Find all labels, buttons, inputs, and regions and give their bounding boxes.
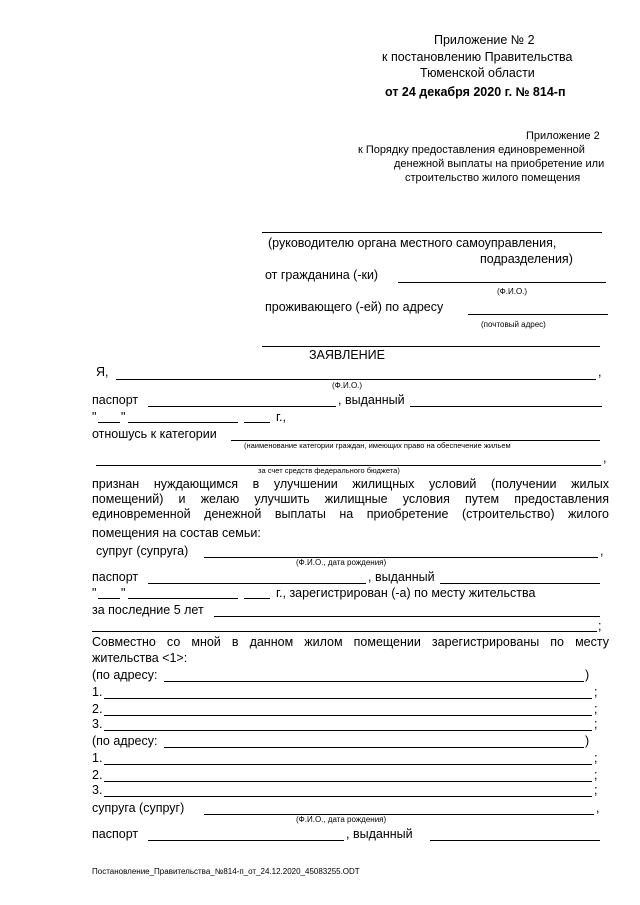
category-hint: (наименование категории граждан, имеющих право на обеспечение жильем [244, 441, 511, 450]
at-address-label-1: (по адресу: [92, 668, 158, 682]
applicant-fio-hint: (Ф.И.О.) [332, 381, 363, 390]
header-line-3: Тюменской области [420, 66, 535, 80]
item-3-line[interactable] [104, 730, 592, 731]
comma: , [598, 365, 602, 379]
paren-close-1: ) [585, 668, 590, 682]
addressee-head-line-2: подразделения) [480, 252, 573, 266]
quote-close: " [121, 410, 126, 424]
cohabitants-paragraph [92, 635, 609, 650]
recognized-line-1: признан нуждающимся в улучшении жилищных условий (получении жилых [92, 477, 609, 491]
living-address-line[interactable] [468, 314, 608, 315]
semicolon: ; [594, 717, 598, 731]
passport-label: паспорт [92, 393, 139, 407]
item-2-number: 2. [92, 768, 103, 782]
quote-close: " [121, 586, 126, 600]
appendix-line-2: к Порядку предоставления единовременной [358, 144, 585, 156]
spouse-issued-line[interactable] [440, 583, 600, 584]
semicolon: ; [598, 619, 602, 633]
recognized-line-2: помещений) и желаю улучшить жилищные условия путем предоставления [92, 492, 609, 506]
cohab-line-1: Совместно со мной в данном жилом помещении зарегистрированы по месту [92, 635, 609, 649]
item-2-number: 2. [92, 702, 103, 716]
addressee-head-line-1: (руководителю органа местного самоуправления, [268, 236, 557, 250]
spouse-issued-label: , выданный [368, 570, 435, 584]
fio-hint: (Ф.И.О.) [497, 287, 528, 296]
quote-open: " [92, 410, 97, 424]
appendix-line-1: Приложение 2 [526, 130, 600, 142]
spouse2-label: супруга (супруг) [92, 801, 185, 815]
spouse2-passport-label: паспорт [92, 827, 139, 841]
passport-number-line[interactable] [148, 406, 336, 407]
cohab-last-line: жительства <1>: [92, 651, 188, 665]
address-1-line[interactable] [164, 681, 584, 682]
spouse-passport-label: паспорт [92, 570, 139, 584]
item-1-line-b[interactable] [104, 764, 592, 765]
item-3-number: 3. [92, 783, 103, 797]
category-label: отношусь к категории [92, 427, 217, 441]
applicant-fio-line[interactable] [116, 379, 596, 380]
passport-issued-line[interactable] [410, 406, 602, 407]
item-1-number: 1. [92, 751, 103, 765]
date-year-line[interactable] [244, 422, 270, 423]
registered-label: г., зарегистрирован (-а) по месту жительства [276, 586, 536, 600]
last5-line[interactable] [214, 616, 600, 617]
header-line-1: Приложение № 2 [434, 33, 535, 47]
spouse2-passport-line[interactable] [148, 840, 344, 841]
date-month-line[interactable] [128, 422, 238, 423]
spouse-fio-line[interactable] [204, 557, 598, 558]
item-1-line[interactable] [104, 698, 592, 699]
at-address-label-2: (по адресу: [92, 734, 158, 748]
last5-continued-line[interactable] [92, 631, 597, 632]
paren-close-2: ) [585, 734, 590, 748]
recognized-line-3: единовременной денежной выплаты на приобретение (строительство) жилого [92, 507, 609, 521]
spouse-date-year-line[interactable] [244, 598, 270, 599]
semicolon: ; [594, 751, 598, 765]
semicolon: ; [594, 685, 598, 699]
item-1-number: 1. [92, 685, 103, 699]
spouse-label: супруг (супруга) [96, 544, 189, 558]
appendix-line-4: строительство жилого помещения [405, 172, 581, 184]
comma: , [596, 801, 600, 815]
spouse-fio-hint: (Ф.И.О., дата рождения) [296, 558, 387, 567]
item-2-line[interactable] [104, 715, 592, 716]
from-citizen-line[interactable] [398, 282, 606, 283]
issued-label: , выданный [338, 393, 405, 407]
date-day-line[interactable] [98, 422, 120, 423]
spouse2-fio-hint: (Ф.И.О., дата рождения) [296, 815, 387, 824]
spouse2-fio-line[interactable] [204, 814, 594, 815]
comma: , [603, 451, 607, 465]
footer-filename: Постановление_Правительства_№814-п_от_24.12.2020_45083255.ODT [92, 867, 360, 876]
spouse-date-day-line[interactable] [98, 598, 120, 599]
comma: , [600, 544, 604, 558]
semicolon: ; [594, 783, 598, 797]
semicolon: ; [594, 702, 598, 716]
item-3-number: 3. [92, 717, 103, 731]
header-line-4: от 24 декабря 2020 г. № 814-п [385, 85, 566, 99]
last5-label: за последние 5 лет [92, 603, 204, 617]
i-label: Я, [96, 365, 109, 379]
spouse2-issued-line[interactable] [430, 840, 600, 841]
appendix-line-3: денежной выплаты на приобретение или [394, 158, 605, 170]
family-label: помещения на состав семьи: [92, 526, 261, 540]
addressee-blank-line[interactable] [262, 232, 602, 233]
year-suffix: г., [276, 410, 286, 424]
from-citizen-label: от гражданина (-ки) [265, 268, 379, 282]
spouse-passport-line[interactable] [148, 583, 366, 584]
living-address-label: проживающего (-ей) по адресу [265, 300, 444, 314]
recognized-paragraph [92, 477, 609, 522]
document-title: ЗАЯВЛЕНИЕ [309, 348, 386, 362]
spouse-date-month-line[interactable] [128, 598, 238, 599]
quote-open: " [92, 586, 97, 600]
item-2-line-b[interactable] [104, 781, 592, 782]
semicolon: ; [594, 768, 598, 782]
address-extra-line[interactable] [262, 346, 600, 347]
item-3-line-b[interactable] [104, 796, 592, 797]
header-line-2: к постановлению Правительства [382, 50, 573, 64]
budget-hint: за счет средств федерального бюджета) [258, 466, 400, 475]
spouse2-issued-label: , выданный [346, 827, 413, 841]
address-2-line[interactable] [164, 747, 584, 748]
postal-address-hint: (почтовый адрес) [481, 320, 546, 329]
